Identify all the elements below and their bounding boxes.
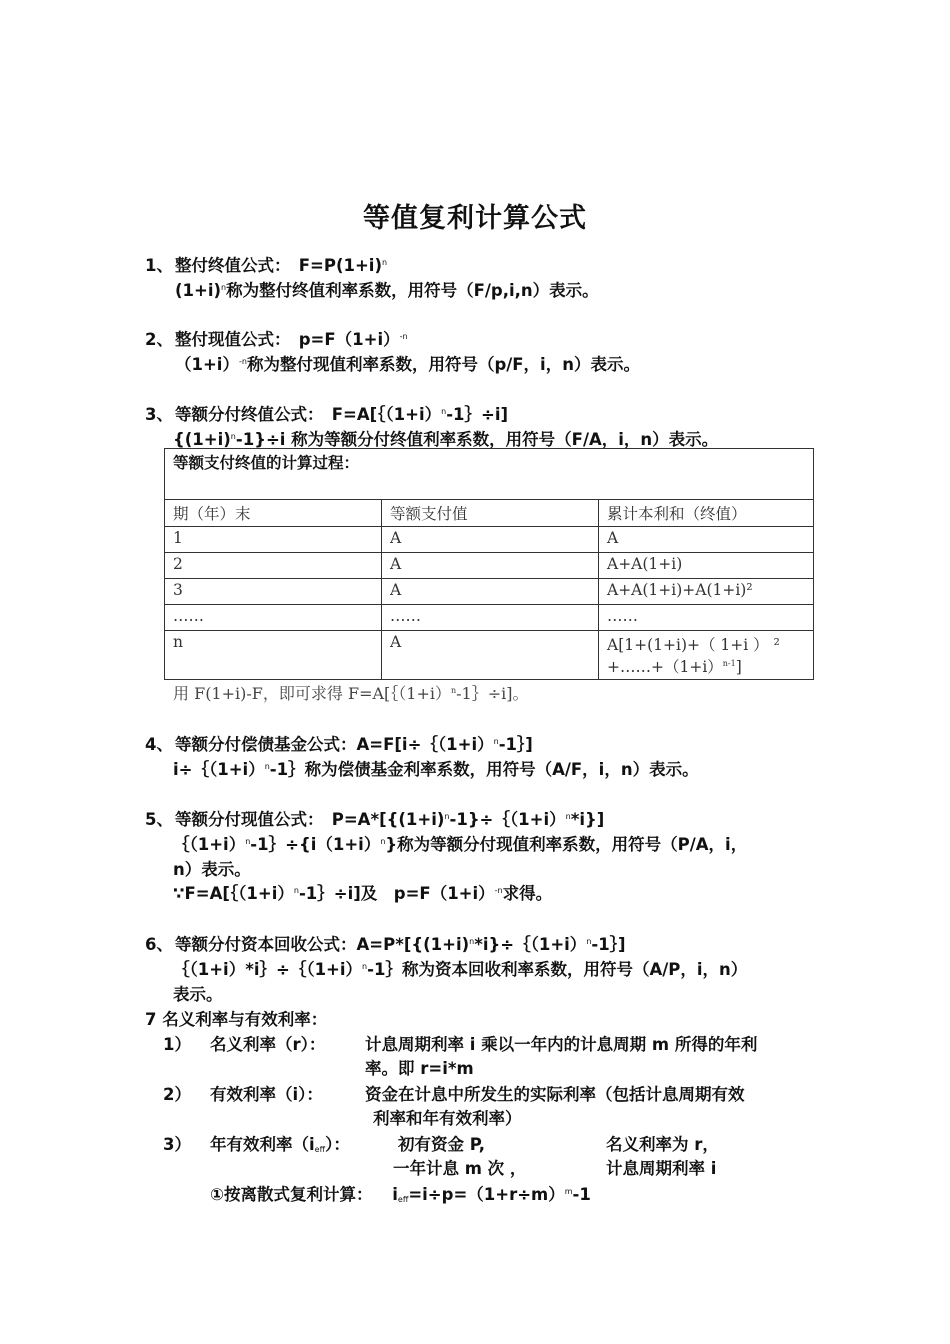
section-number: 3、 xyxy=(145,405,173,424)
formula-text: i xyxy=(392,1185,398,1204)
exponent: -n xyxy=(399,332,408,341)
discrete-compound-formula xyxy=(210,1181,591,1205)
table-cell: A xyxy=(382,579,599,605)
desc-text: （1+i） xyxy=(175,355,239,374)
column-header: 累计本利和（终值） xyxy=(599,500,814,527)
desc-text: }称为等额分付现值利率系数，用符号（P/A，i， xyxy=(385,835,748,854)
desc-text: (1+i) xyxy=(175,281,222,300)
exponent: n xyxy=(444,812,450,821)
item-2-text: 资金在计息中所发生的实际利率（包括计息周期有效 xyxy=(365,1085,745,1104)
table-cell: A xyxy=(382,527,599,553)
table-cell: …… xyxy=(165,605,382,631)
table-cell: A+A(1+i) xyxy=(599,553,814,579)
desc-text: ｛（1+i） xyxy=(173,835,246,854)
desc-text: i÷｛（1+i） xyxy=(173,760,265,779)
item-2-text-cont: 利率和年有效利率） xyxy=(373,1109,522,1128)
desc-text: -1｝称为偿债基金利率系数，用符号（A/F，i，n）表示。 xyxy=(269,760,699,779)
desc-text: 称为整付终值利率系数，用符号（F/p,i,n）表示。 xyxy=(226,281,599,300)
exponent: n xyxy=(381,258,388,267)
formula-6-desc xyxy=(173,956,747,980)
exponent: n xyxy=(469,937,475,946)
exponent: n xyxy=(230,432,236,441)
note-text: -1｝÷i]。 xyxy=(456,684,529,703)
exponent: n xyxy=(293,886,299,895)
formula-1-text: 整付终值公式： F=P(1+i) xyxy=(175,256,382,275)
exponent: n xyxy=(493,737,499,746)
exponent: n xyxy=(586,937,592,946)
exponent: n xyxy=(362,962,368,971)
item-3-label xyxy=(210,1131,350,1155)
calculation-table xyxy=(164,448,814,680)
formula-2-text: 整付现值公式： p=F（1+i） xyxy=(175,330,400,349)
table-cell: 1 xyxy=(165,527,382,553)
formula-3-text: -1｝÷i] xyxy=(446,405,509,424)
table-cell: A+A(1+i)+A(1+i)² xyxy=(599,579,814,605)
cell-line xyxy=(607,655,805,677)
exponent: -n xyxy=(494,886,503,895)
table-caption: 等额支付终值的计算过程： xyxy=(165,449,814,500)
desc-text: -1}÷i 称为等额分付终值利率系数，用符号（F/A，i，n）表示。 xyxy=(235,430,719,449)
formula-3-line xyxy=(145,401,508,425)
exponent: m xyxy=(564,1187,573,1196)
item-3-cond-2: 名义利率为 r， xyxy=(606,1135,719,1154)
formula-label: ①按离散式复利计算： xyxy=(210,1185,373,1204)
subscript: eff xyxy=(397,1195,409,1204)
formula-3-text: 等额分付终值公式： F=A[｛（1+i） xyxy=(175,405,442,424)
item-1-text-cont: 率。即 r=i*m xyxy=(365,1059,474,1078)
table-cell: 3 xyxy=(165,579,382,605)
formula-5-derivation xyxy=(173,880,552,904)
desc-text: 求得。 xyxy=(502,884,553,903)
formula-4-line xyxy=(145,731,533,755)
section-number: 1、 xyxy=(145,256,173,275)
desc-text: ∵F=A[｛（1+i） xyxy=(173,884,294,903)
table-row xyxy=(165,579,814,605)
desc-text: -1｝称为资本回收利率系数，用符号（A/P，i，n） xyxy=(367,960,748,979)
label-text: 年有效利率（i xyxy=(210,1135,315,1154)
exponent: n xyxy=(565,812,571,821)
table-cell xyxy=(599,631,814,680)
item-3-cond-3: 一年计息 m 次 ， xyxy=(393,1159,527,1178)
formula-5-line xyxy=(145,806,604,830)
item-1-label: 名义利率（r）： xyxy=(210,1035,326,1054)
table-cell: 2 xyxy=(165,553,382,579)
table-cell: A xyxy=(382,553,599,579)
exponent: n xyxy=(221,283,227,292)
table-cell: n xyxy=(165,631,382,680)
formula-5-desc-cont: n）表示。 xyxy=(173,860,251,879)
item-2-number: 2） xyxy=(163,1085,191,1104)
item-3-number: 3） xyxy=(163,1135,191,1154)
section-number: 2、 xyxy=(145,330,173,349)
formula-text: =i÷p=（1+r÷m） xyxy=(408,1185,565,1204)
formula-2-line xyxy=(145,326,408,350)
table-cell: …… xyxy=(382,605,599,631)
desc-text: ｛（1+i）*i｝÷｛（1+i） xyxy=(173,960,363,979)
exponent: n xyxy=(380,837,386,846)
note-text: 用 F(1+i)-F，即可求得 F=A[｛（1+i） xyxy=(173,684,451,703)
formula-6-text: *i}÷｛（1+i） xyxy=(474,935,587,954)
formula-text: -1 xyxy=(572,1185,591,1204)
table-note xyxy=(173,681,529,704)
formula-1-desc xyxy=(175,277,599,301)
formula-3-desc xyxy=(173,426,718,450)
desc-text: -1｝÷i]及 p=F（1+i） xyxy=(298,884,495,903)
subscript: eff xyxy=(314,1145,326,1154)
label-text: ）： xyxy=(325,1135,350,1154)
formula-6-line xyxy=(145,931,626,955)
item-3-cond-1: 初有资金 P, xyxy=(398,1135,486,1154)
item-3-cond-4: 计息周期利率 i xyxy=(606,1159,717,1178)
table-header-row xyxy=(165,500,814,527)
cell-line: A[1+(1+i)+（ 1+i ） ² xyxy=(607,636,780,654)
formula-4-text: 等额分付偿债基金公式：A=F[i÷｛（1+i） xyxy=(175,735,494,754)
formula-6-text: 等额分付资本回收公式：A=P*[{(1+i) xyxy=(175,935,470,954)
table-row xyxy=(165,631,814,680)
formula-6-desc-cont: 表示。 xyxy=(173,985,223,1004)
item-2-label: 有效利率（i）： xyxy=(210,1085,323,1104)
exponent: n xyxy=(264,762,270,771)
desc-text: 称为整付现值利率系数，用符号（p/F，i，n）表示。 xyxy=(246,355,640,374)
formula-5-text: 等额分付现值公式： P=A*[{(1+i) xyxy=(175,810,445,829)
formula-1-line xyxy=(145,252,387,276)
formula-2-desc xyxy=(175,351,640,375)
formula-6-text: -1｝] xyxy=(591,935,626,954)
exponent: n xyxy=(441,407,447,416)
column-header: 等额支付值 xyxy=(382,500,599,527)
table-row xyxy=(165,527,814,553)
exponent: -n xyxy=(238,357,247,366)
formula-5-desc xyxy=(173,831,747,855)
formula-4-desc xyxy=(173,756,699,780)
cell-text: ] xyxy=(735,658,742,676)
formula-5-text: *i}] xyxy=(570,810,605,829)
exponent: n xyxy=(245,837,251,846)
exponent: n-1 xyxy=(722,659,736,668)
table-row xyxy=(165,605,814,631)
item-1-number: 1） xyxy=(163,1035,191,1054)
cell-text: +……+（1+i） xyxy=(607,658,723,676)
exponent: n xyxy=(450,686,457,695)
page-title: 等值复利计算公式 xyxy=(363,203,587,234)
section-number: 4、 xyxy=(145,735,173,754)
table-cell: …… xyxy=(599,605,814,631)
table-cell: A xyxy=(599,527,814,553)
desc-text: -1｝÷{i（1+i） xyxy=(250,835,381,854)
table-row xyxy=(165,553,814,579)
table-cell: A xyxy=(382,631,599,680)
section-7-heading: 7 名义利率与有效利率： xyxy=(145,1010,328,1029)
desc-text: {(1+i) xyxy=(173,430,231,449)
item-1-text: 计息周期利率 i 乘以一年内的计息周期 m 所得的年利 xyxy=(365,1035,758,1054)
formula-5-text: -1}÷｛（1+i） xyxy=(449,810,566,829)
formula-4-text: -1｝] xyxy=(498,735,533,754)
column-header: 期（年）末 xyxy=(165,500,382,527)
section-number: 5、 xyxy=(145,810,173,829)
section-number: 6、 xyxy=(145,935,173,954)
